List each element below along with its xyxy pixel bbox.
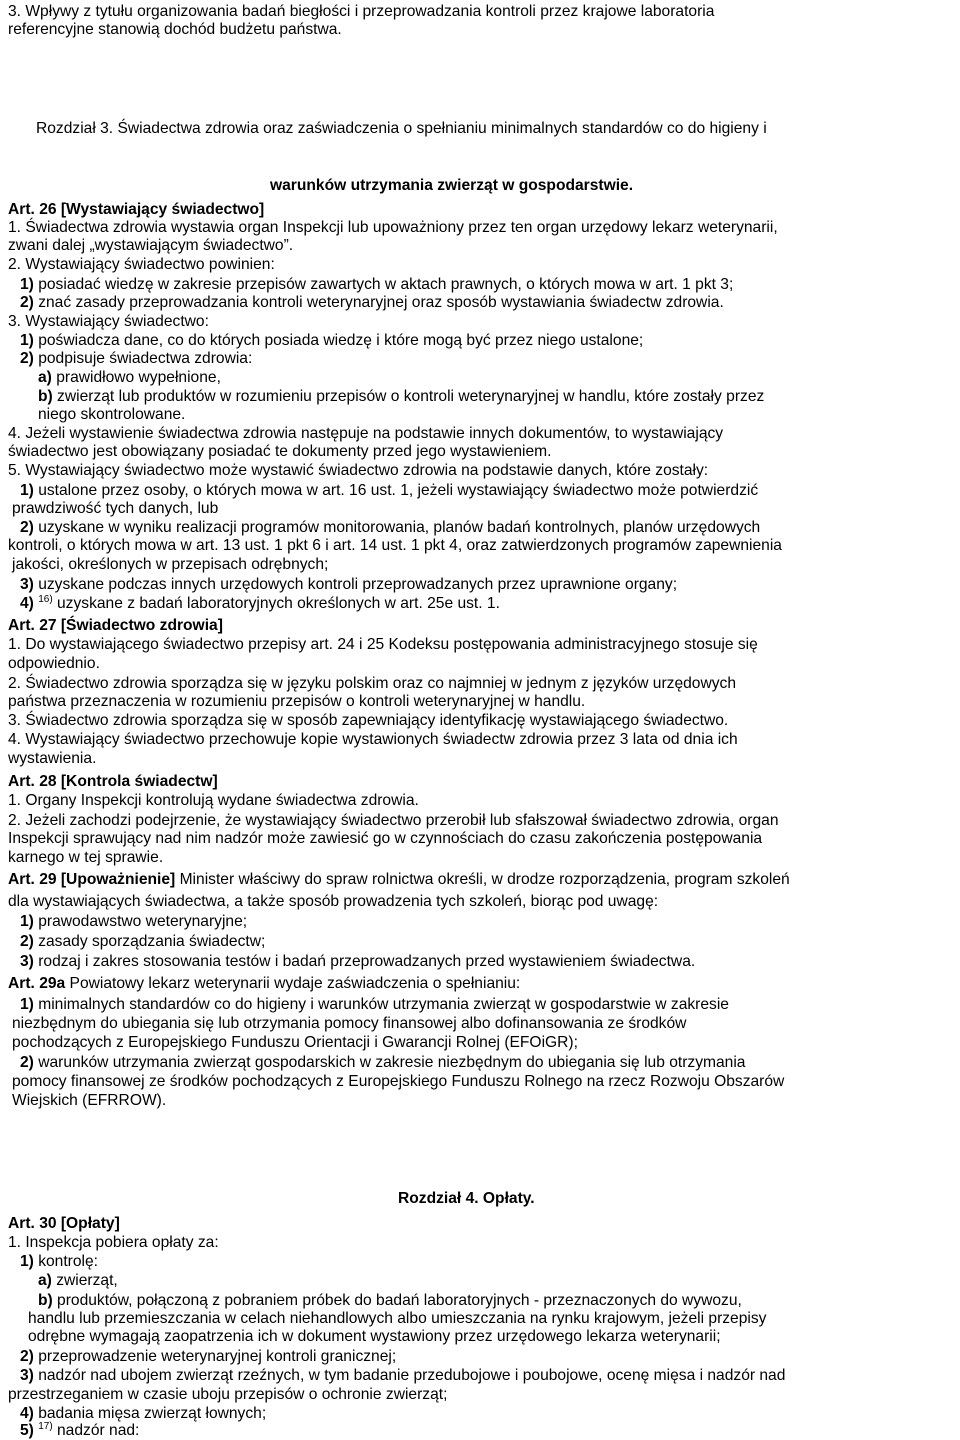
bold-text: 2): [20, 1054, 34, 1071]
text-line: [8, 655, 100, 673]
text-run: 4. Jeżeli wystawienie świadectwa zdrowia następuje na podstawie innych dokumentów, to wystawiający: [8, 425, 724, 442]
text-run: zwani dalej „wystawiającym świadectwo”.: [8, 237, 294, 254]
bold-text: 1): [20, 482, 34, 499]
text-run: nadzór nad ubojem zwierząt rzeźnych, w tym badanie przedubojowe i poubojowe, ocenę mięsa i nadzór nad: [33, 1367, 786, 1384]
text-line: [8, 750, 96, 768]
text-run: warunków utrzymania zwierząt gospodarskich w zakresie niezbędnym do ubiegania się lub otrzymania: [33, 1054, 746, 1071]
bold-text: Art. 27 [Świadectwo zdrowia]: [8, 617, 223, 634]
text-line: [12, 556, 328, 574]
text-run: referencyjne stanowią dochód budżetu państwa.: [8, 21, 342, 38]
text-line: [8, 693, 585, 711]
text-line: [8, 219, 778, 237]
text-line: [8, 3, 714, 21]
text-run: 1. Świadectwa zdrowia wystawia organ Inspekcji lub upoważniony przez ten organ urzędowy lekarz weterynarii,: [8, 219, 778, 236]
text-line: [20, 1405, 266, 1423]
text-line: [20, 595, 500, 613]
text-run: podpisuje świadectwa zdrowia:: [33, 350, 253, 367]
text-line: [20, 519, 760, 537]
text-line: [12, 1092, 166, 1110]
bold-text: 2): [20, 294, 34, 311]
text-run: prawdziwość tych danych, lub: [12, 500, 219, 517]
text-run: Minister właściwy do spraw rolnictwa określi, w drodze rozporządzenia, program szkoleń: [175, 871, 790, 888]
text-line: [12, 1034, 578, 1052]
text-run: zasady sporządzania świadectw;: [33, 933, 266, 950]
text-run: pochodzących z Europejskiego Funduszu Orientacji i Gwarancji Rolnej (EFOiGR);: [12, 1034, 578, 1051]
text-run: prawidłowo wypełnione,: [51, 369, 221, 386]
text-run: kontroli, o których mowa w art. 13 ust. 1 pkt 6 i art. 14 ust. 1 pkt 4, oraz zatwierdzonych programów zapewnienia: [8, 537, 782, 554]
text-line: [38, 388, 764, 406]
text-line: [398, 1190, 535, 1208]
bold-text: 3): [20, 953, 34, 970]
bold-text: Art. 29a: [8, 975, 66, 992]
text-line: [20, 996, 729, 1014]
text-run: 2. Wystawiający świadectwo powinien:: [8, 256, 275, 273]
bold-text: Art. 30 [Opłaty]: [8, 1215, 120, 1232]
text-line: [38, 1272, 118, 1290]
text-run: 2. Świadectwo zdrowia sporządza się w języku polskim oraz co najmniej w jednym z języków urzędowych: [8, 675, 737, 692]
text-line: [8, 893, 658, 911]
bold-text: b): [38, 1292, 53, 1309]
bold-text: Rozdział 4. Opłaty.: [398, 1190, 535, 1207]
bold-text: a): [38, 1272, 52, 1289]
text-run: nadzór nad:: [52, 1422, 140, 1439]
text-run: 1. Do wystawiającego świadectwo przepisy art. 24 i 25 Kodeksu postępowania administracyjnego stosuje się: [8, 636, 758, 653]
text-run: Inspekcji sprawujący nad nim nadzór może zawiesić go w czynnościach do czasu zakończenia postępowania: [8, 830, 763, 847]
text-run: prawodawstwo weterynaryjne;: [33, 913, 248, 930]
text-line: [8, 443, 551, 461]
bold-text: 3): [20, 576, 34, 593]
text-line: [8, 975, 520, 993]
text-run: przestrzeganiem w czasie uboju przepisów o ochronie zwierząt;: [8, 1386, 448, 1403]
text-run: zwierząt lub produktów w rozumieniu przepisów o kontroli weterynaryjnej w handlu, które zostały przez: [52, 388, 765, 405]
text-run: 3. Świadectwo zdrowia sporządza się w sposób zapewniający identyfikację wystawiającego świadectwo.: [8, 712, 729, 729]
text-line: [38, 406, 185, 424]
bold-text: 2): [20, 350, 34, 367]
text-line: [12, 1073, 784, 1091]
text-line: [8, 617, 223, 635]
text-run: Wiejskich (EFRROW).: [12, 1092, 167, 1109]
bold-text: Art. 26 [Wystawiający świadectwo]: [8, 201, 265, 218]
footnote-ref: 17): [38, 1421, 53, 1432]
text-run: odrębne wymagają zaopatrzenia ich w dokument wystawiony przez urzędowego lekarza weterynarii;: [28, 1328, 721, 1345]
text-line: [20, 913, 247, 931]
text-line: [20, 1367, 785, 1385]
text-run: produktów, połączoną z pobraniem próbek do badań laboratoryjnych - przeznaczonych do wywozu,: [52, 1292, 742, 1309]
text-line: [20, 1348, 396, 1366]
text-line: [20, 294, 724, 312]
text-line: [20, 276, 733, 294]
text-run: minimalnych standardów co do higieny i warunków utrzymania zwierząt w gospodarstwie w zakresie: [33, 996, 729, 1013]
text-run: jakości, określonych w przepisach odrębnych;: [12, 556, 329, 573]
text-run: zwierząt,: [51, 1272, 118, 1289]
text-line: [20, 1054, 745, 1072]
text-run: badania mięsa zwierząt łownych;: [33, 1405, 267, 1422]
text-run: państwa przeznaczenia w rozumieniu przepisów o kontroli weterynaryjnej w handlu.: [8, 693, 586, 710]
footnote-ref: 16): [38, 594, 53, 605]
text-run: 1. Organy Inspekcji kontrolują wydane świadectwa zdrowia.: [8, 792, 419, 809]
text-run: 3. Wpływy z tytułu organizowania badań biegłości i przeprowadzania kontroli przez krajowe laboratoria: [8, 3, 715, 20]
text-line: [12, 1015, 686, 1033]
bold-text: 4): [20, 1405, 34, 1422]
text-line: [8, 256, 275, 274]
text-run: dla wystawiających świadectwa, a także sposób prowadzenia tych szkoleń, biorąc pod uwagę:: [8, 893, 659, 910]
text-line: [8, 237, 293, 255]
text-line: [8, 712, 728, 730]
text-line: [8, 812, 779, 830]
text-run: rodzaj i zakres stosowania testów i badań przeprowadzanych przed wystawieniem świadectwa.: [33, 953, 696, 970]
bold-text: 1): [20, 996, 34, 1013]
text-line: [36, 120, 767, 138]
bold-text: Art. 28 [Kontrola świadectw]: [8, 773, 218, 790]
text-line: [20, 953, 695, 971]
text-line: [8, 830, 762, 848]
text-line: [28, 1310, 766, 1328]
text-line: [20, 1253, 98, 1271]
text-run: świadectwo jest obowiązany posiadać te dokumenty przed jego wystawieniem.: [8, 443, 552, 460]
text-line: [28, 1328, 721, 1346]
text-run: pomocy finansowej ze środków pochodzących z Europejskiego Funduszu Rolnego na rzecz Rozwoju Obszarów: [12, 1073, 785, 1090]
text-run: uzyskane podczas innych urzędowych kontroli przeprowadzanych przez uprawnione organy;: [33, 576, 678, 593]
text-line: [8, 1386, 447, 1404]
text-line: [12, 500, 218, 518]
bold-text: 4): [20, 595, 34, 612]
text-run: uzyskane w wyniku realizacji programów monitorowania, planów badań kontrolnych, planów urzędowych: [33, 519, 761, 536]
text-line: [20, 933, 265, 951]
bold-text: warunków utrzymania zwierząt w gospodarstwie.: [270, 177, 634, 194]
text-line: [8, 636, 758, 654]
text-line: [8, 1215, 120, 1233]
text-run: 2. Jeżeli zachodzi podejrzenie, że wystawiający świadectwo przerobił lub sfałszował świadectwo zdrowia, organ: [8, 812, 779, 829]
bold-text: 1): [20, 913, 34, 930]
text-line: [8, 1234, 219, 1252]
bold-text: 2): [20, 933, 34, 950]
text-line: [8, 773, 218, 791]
text-run: 3. Wystawiający świadectwo:: [8, 313, 209, 330]
text-run: Powiatowy lekarz weterynarii wydaje zaświadczenia o spełnianiu:: [65, 975, 521, 992]
bold-text: 2): [20, 1348, 34, 1365]
text-line: [8, 21, 342, 39]
text-run: poświadcza dane, co do których posiada wiedzę i które mogą być przez niego ustalone;: [33, 332, 644, 349]
text-run: ustalone przez osoby, o których mowa w art. 16 ust. 1, jeżeli wystawiający świadectwo może potwierdzić: [33, 482, 759, 499]
text-run: 4. Wystawiający świadectwo przechowuje kopie wystawionych świadectw zdrowia przez 3 lata od dnia ich: [8, 731, 738, 748]
text-line: [8, 792, 419, 810]
text-run: znać zasady przeprowadzania kontroli weterynaryjnej oraz sposób wystawiania świadectw zdrowia.: [33, 294, 724, 311]
text-line: [38, 369, 221, 387]
text-run: Rozdział 3. Świadectwa zdrowia oraz zaświadczenia o spełnianiu minimalnych standardów co do higieny i: [36, 120, 767, 137]
text-run: karnego w tej sprawie.: [8, 849, 164, 866]
text-line: [38, 1292, 742, 1310]
bold-text: 3): [20, 1367, 34, 1384]
text-run: posiadać wiedzę w zakresie przepisów zawartych w aktach prawnych, o których mowa w art. 1 pkt 3;: [33, 276, 734, 293]
text-line: [8, 313, 209, 331]
text-line: [20, 350, 252, 368]
text-line: [8, 462, 708, 480]
text-line: [8, 675, 736, 693]
text-run: 1. Inspekcja pobiera opłaty za:: [8, 1234, 219, 1251]
text-run: niego skontrolowane.: [38, 406, 186, 423]
text-line: [20, 576, 677, 594]
text-run: kontrolę:: [33, 1253, 99, 1270]
text-line: [8, 425, 723, 443]
text-run: przeprowadzenie weterynaryjnej kontroli granicznej;: [33, 1348, 397, 1365]
bold-text: 1): [20, 1253, 34, 1270]
text-line: [8, 849, 163, 867]
text-line: [8, 731, 738, 749]
text-run: handlu lub przemieszczania w celach niehandlowych albo umieszczania na rynku krajowym, jeżeli przepisy: [28, 1310, 767, 1327]
text-line: [270, 177, 633, 195]
text-run: odpowiednio.: [8, 655, 100, 672]
text-run: uzyskane z badań laboratoryjnych określonych w art. 25e ust. 1.: [52, 595, 500, 612]
text-run: niezbędnym do ubiegania się lub otrzymania pomocy finansowej albo dofinansowania ze środków: [12, 1015, 687, 1032]
text-line: [20, 332, 643, 350]
text-line: [8, 201, 264, 219]
bold-text: Art. 29 [Upoważnienie]: [8, 871, 176, 888]
bold-text: 1): [20, 332, 34, 349]
text-run: 5. Wystawiający świadectwo może wystawić świadectwo zdrowia na podstawie danych, które zostały:: [8, 462, 709, 479]
text-line: [8, 537, 782, 555]
text-line: [20, 1422, 139, 1440]
bold-text: a): [38, 369, 52, 386]
bold-text: 5): [20, 1422, 34, 1439]
text-line: [8, 871, 790, 889]
text-run: wystawienia.: [8, 750, 97, 767]
bold-text: 1): [20, 276, 34, 293]
bold-text: b): [38, 388, 53, 405]
bold-text: 2): [20, 519, 34, 536]
text-line: [20, 482, 758, 500]
